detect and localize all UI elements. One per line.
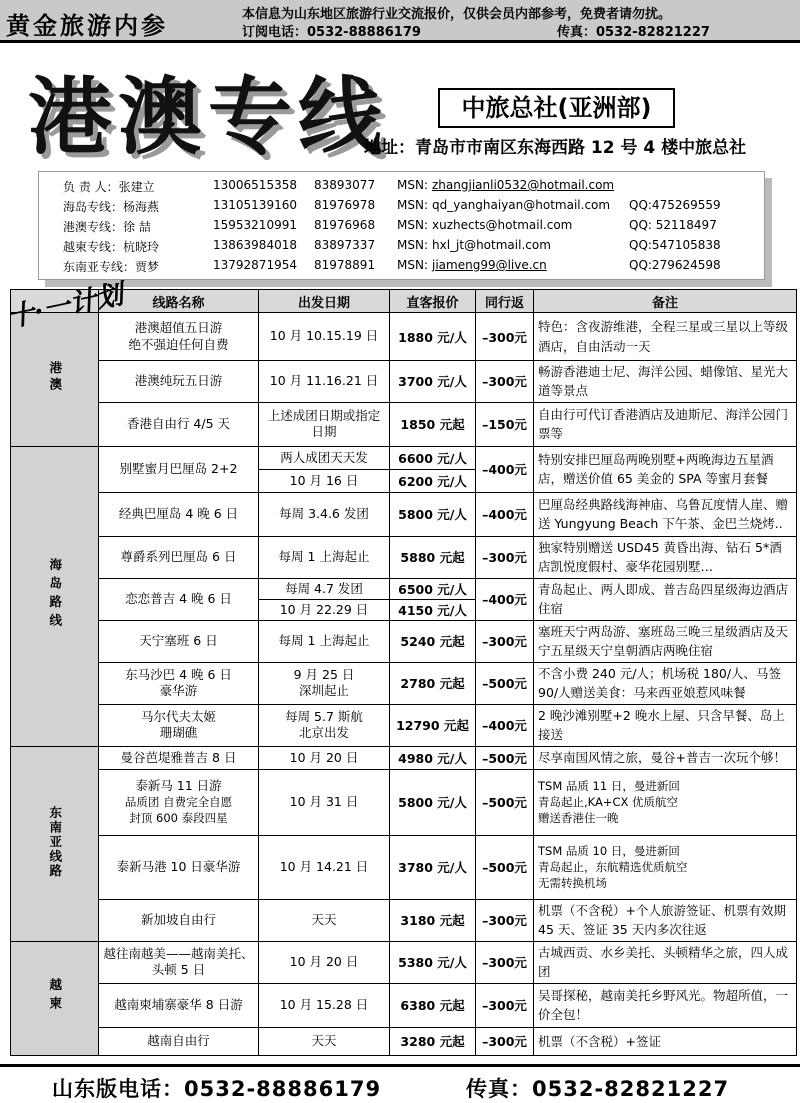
departure-date: 10 月 14.21 日 [259, 835, 390, 899]
table-row [11, 835, 797, 899]
contact-phone: 81978891 [314, 258, 376, 272]
note: 机票（不含税）+签证 [534, 1027, 797, 1055]
note: 尽享南国风情之旅，曼谷+普吉一次玩个够！ [534, 746, 797, 769]
price: 4150 元/人 [390, 599, 476, 620]
note: 独家特别赠送 USD45 黄昏出海、钻石 5*酒店凯悦度假村、豪华花园别墅… [534, 536, 797, 578]
route-name: 越南自由行 [99, 1027, 259, 1055]
table-row [11, 402, 797, 446]
table-row [11, 492, 797, 536]
contact-msn[interactable]: jiameng99@live.cn [432, 258, 547, 272]
rebate: –500元 [476, 746, 534, 769]
tour-price-table [10, 289, 797, 1056]
route-name: 泰新马港 10 日豪华游 [99, 835, 259, 899]
header-notes: 备注 [534, 290, 797, 313]
subscription-line [242, 21, 710, 40]
note: 吴哥探秘，越南美托乡野风光。物超所值，一价全包！ [534, 983, 797, 1027]
route-name: 越往南越美——越南美托、头顿 5 日 [99, 941, 259, 983]
note: 古城西贡、水乡美托、头顿精华之旅，四人成团 [534, 941, 797, 983]
member-notice: 本信息为山东地区旅游行业交流报价，仅供会员内部参考，免费者请勿扰。 [242, 7, 672, 22]
departure-date: 10 月 15.28 日 [259, 983, 390, 1027]
price: 3280 元起 [390, 1027, 476, 1055]
price: 1880 元/人 [390, 313, 476, 361]
route-name: 别墅蜜月巴厘岛 2+2 [99, 446, 259, 492]
footer-contact [52, 1073, 730, 1103]
note: TSM 品质 11 日，曼进新回 青岛起止,KA+CX 优质航空 赠送香港住一晚 [534, 769, 797, 835]
route-name: 香港自由行 4/5 天 [99, 402, 259, 446]
table-row [11, 704, 797, 746]
route-name: 东马沙巴 4 晚 6 日 豪华游 [99, 662, 259, 704]
rebate: –300元 [476, 899, 534, 941]
plan-label: 十·一计划 [4, 279, 126, 334]
rebate: –300元 [476, 1027, 534, 1055]
table-row [11, 536, 797, 578]
rebate: –300元 [476, 313, 534, 361]
departure-date: 10 月 31 日 [259, 769, 390, 835]
region-vietnam-cambodia: 越柬 [11, 941, 99, 1055]
note: 自由行可代订香港酒店及迪斯尼、海洋公园门票等 [534, 402, 797, 446]
region-hk-macau: 港澳 [11, 313, 99, 447]
departure-date: 每周 1 上海起止 [259, 536, 390, 578]
contact-role: 东南亚专线：贾梦 [63, 260, 160, 274]
price: 6600 元/人 [390, 446, 476, 469]
price: 2780 元起 [390, 662, 476, 704]
price: 5800 元/人 [390, 492, 476, 536]
departure-date: 10 月 16 日 [259, 469, 390, 492]
rebate: –300元 [476, 620, 534, 662]
region-islands: 海岛路线 [11, 446, 99, 746]
route-name: 泰新马 11 日游 品质团 自费完全自愿 封顶 600 泰段四星 [99, 769, 259, 835]
note: 巴厘岛经典路线海神庙、乌鲁瓦度情人崖、赠送 Yungyung Beach 下午茶、金巴兰烧烤.. [534, 492, 797, 536]
table-row [11, 746, 797, 769]
rebate: –300元 [476, 983, 534, 1027]
msn-label: MSN: [397, 218, 428, 232]
footer-bar [0, 1064, 800, 1103]
price: 12790 元起 [390, 704, 476, 746]
header-date: 出发日期 [259, 290, 390, 313]
contact-role: 海岛专线：杨海燕 [63, 200, 160, 214]
price: 5800 元/人 [390, 769, 476, 835]
price: 6200 元/人 [390, 469, 476, 492]
price: 6380 元起 [390, 983, 476, 1027]
contact-phone: 81976978 [314, 198, 376, 212]
header-rebate: 同行返 [476, 290, 534, 313]
departure-date: 天天 [259, 1027, 390, 1055]
note: 塞班天宁两岛游、塞班岛三晚三星级酒店及天宁五星级天宁皇朝酒店两晚住宿 [534, 620, 797, 662]
route-name: 尊爵系列巴厘岛 6 日 [99, 536, 259, 578]
table-header-row [11, 290, 797, 313]
price: 5240 元起 [390, 620, 476, 662]
contact-qq: QQ: 52118497 [629, 218, 717, 232]
msn-label: MSN: [397, 258, 428, 272]
table-row [11, 899, 797, 941]
note: 特别安排巴厘岛两晚别墅+两晚海边五星酒店，赠送价值 65 美金的 SPA 等蜜月套餐 [534, 446, 797, 492]
route-name: 港澳纯玩五日游 [99, 361, 259, 403]
contact-box [38, 171, 765, 280]
table-row [11, 578, 797, 599]
contact-mobile: 13792871954 [213, 258, 297, 272]
msn-label: MSN: [397, 198, 428, 212]
contact-msn[interactable]: qd_yanghaiyan@hotmail.com [432, 198, 611, 212]
rebate: –400元 [476, 492, 534, 536]
departure-date: 两人成团天天发 [259, 446, 390, 469]
agency-address: 地址：青岛市市南区东海西路 12 号 4 楼中旅总社 [364, 138, 747, 158]
route-name: 越南柬埔寨豪华 8 日游 [99, 983, 259, 1027]
table-row [11, 983, 797, 1027]
rebate: –500元 [476, 835, 534, 899]
price: 5380 元/人 [390, 941, 476, 983]
table-row [11, 941, 797, 983]
rebate: –300元 [476, 536, 534, 578]
price: 4980 元/人 [390, 746, 476, 769]
contact-mobile: 13863984018 [213, 238, 297, 252]
msn-label: MSN: [397, 178, 428, 192]
contact-msn[interactable]: zhangjianli0532@hotmail.com [432, 178, 615, 192]
footer-fax: 传真：0532-82821227 [466, 1077, 730, 1101]
price: 5880 元起 [390, 536, 476, 578]
price: 1850 元起 [390, 402, 476, 446]
note: 不含小费 240 元/人；机场税 180/人、马签 90/人赠送美食：马来西亚娘惹风味餐 [534, 662, 797, 704]
route-name: 新加坡自由行 [99, 899, 259, 941]
note: 畅游香港迪士尼、海洋公园、蜡像馆、星光大道等景点 [534, 361, 797, 403]
departure-date: 每周 3.4.6 发团 [259, 492, 390, 536]
note: 青岛起止、两人即成、普吉岛四星级海边酒店住宿 [534, 578, 797, 620]
contact-mobile: 13105139160 [213, 198, 297, 212]
departure-date: 10 月 20 日 [259, 746, 390, 769]
region-southeast-asia: 东南亚线路 [11, 746, 99, 941]
route-name: 恋恋普吉 4 晚 6 日 [99, 578, 259, 620]
price: 3180 元起 [390, 899, 476, 941]
contact-qq: QQ:475269559 [629, 198, 721, 212]
departure-date: 每周 5.7 斯航 北京出发 [259, 704, 390, 746]
departure-date: 天天 [259, 899, 390, 941]
page-title: 港澳专线 [28, 67, 389, 166]
departure-date: 每周 1 上海起止 [259, 620, 390, 662]
agency-name: 中旅总社(亚洲部) [438, 88, 675, 128]
header-route: 线路名称 [99, 290, 259, 313]
rebate: –300元 [476, 941, 534, 983]
brand-title: 黄金旅游内参 [6, 12, 168, 40]
top-fax: 传真：0532-82821227 [557, 25, 710, 40]
contact-msn[interactable]: xuzhects@hotmail.com [432, 218, 573, 232]
table-row [11, 361, 797, 403]
contact-role: 港澳专线：徐 喆 [63, 220, 151, 234]
departure-date: 每周 4.7 发团 [259, 578, 390, 599]
rebate: –400元 [476, 578, 534, 620]
departure-date: 10 月 22.29 日 [259, 599, 390, 620]
price: 6500 元/人 [390, 578, 476, 599]
rebate: –400元 [476, 704, 534, 746]
note: 特色：含夜游维港，全程三星或三星以上等级酒店，自由活动一天 [534, 313, 797, 361]
rebate: –300元 [476, 361, 534, 403]
contact-mobile: 13006515358 [213, 178, 297, 192]
price: 3700 元/人 [390, 361, 476, 403]
table-row [11, 313, 797, 361]
table-row [11, 620, 797, 662]
departure-date: 10 月 10.15.19 日 [259, 313, 390, 361]
route-name: 港澳超值五日游 绝不强迫任何自费 [99, 313, 259, 361]
rebate: –500元 [476, 662, 534, 704]
price: 3780 元/人 [390, 835, 476, 899]
top-banner [0, 0, 800, 43]
table-row [11, 1027, 797, 1055]
note: TSM 品质 10 日，曼进新回 青岛起止，东航精选优质航空 无需转换机场 [534, 835, 797, 899]
footer-phone: 山东版电话：0532-88886179 [52, 1077, 382, 1101]
route-name: 经典巴厘岛 4 晚 6 日 [99, 492, 259, 536]
route-name: 曼谷芭堤雅普吉 8 日 [99, 746, 259, 769]
table-row [11, 446, 797, 469]
note: 机票（不含税）+个人旅游签证、机票有效期 45 天、签证 35 天内多次往返 [534, 899, 797, 941]
contact-phone: 81976968 [314, 218, 376, 232]
table-row [11, 769, 797, 835]
contact-role: 负 责 人：张建立 [63, 180, 155, 194]
rebate: –400元 [476, 446, 534, 492]
table-row [11, 662, 797, 704]
msn-label: MSN: [397, 238, 428, 252]
contact-phone: 83893077 [314, 178, 376, 192]
departure-date: 9 月 25 日 深圳起止 [259, 662, 390, 704]
departure-date: 10 月 20 日 [259, 941, 390, 983]
header-price: 直客报价 [390, 290, 476, 313]
departure-date: 上述成团日期或指定日期 [259, 402, 390, 446]
contact-qq: QQ:279624598 [629, 258, 721, 272]
route-name: 天宁塞班 6 日 [99, 620, 259, 662]
contact-role: 越柬专线：杭晓玲 [63, 240, 160, 254]
contact-phone: 83897337 [314, 238, 376, 252]
rebate: –150元 [476, 402, 534, 446]
contact-mobile: 15953210991 [213, 218, 297, 232]
route-name: 马尔代夫太姬 珊瑚礁 [99, 704, 259, 746]
order-phone: 订阅电话：0532-88886179 [242, 25, 421, 40]
note: 2 晚沙滩别墅+2 晚水上屋、只含早餐、岛上接送 [534, 704, 797, 746]
contact-qq: QQ:547105838 [629, 238, 721, 252]
departure-date: 10 月 11.16.21 日 [259, 361, 390, 403]
contact-msn[interactable]: hxl_jt@hotmail.com [432, 238, 551, 252]
rebate: –500元 [476, 769, 534, 835]
